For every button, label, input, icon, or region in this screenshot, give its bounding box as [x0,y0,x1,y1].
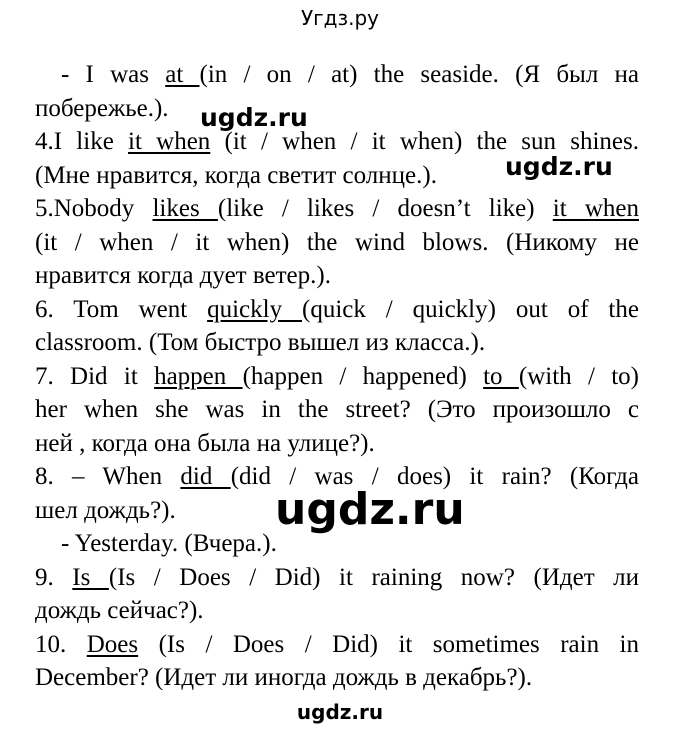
answer-line: classroom. (Том быстро вышел из класса.). [35,329,486,356]
answer-line: 7. Did it happen (happen / happened) to (with / to) [35,362,639,390]
answer-line: (Мне нравится, когда светит солнце.). [35,161,437,189]
answer-underlined: it when [552,195,639,222]
answer-line: her when she was in the street? (Это произошло с [35,396,639,423]
answer-line: дождь сейчас?). [35,597,204,624]
watermark: ugdz.ru [275,484,465,535]
answer-line: 10. Does (Is / Does / Did) it sometimes rain in [35,630,639,658]
answer-line: December? (Идет ли иногда дождь в декабрь?). [35,664,533,691]
answer-line: шел дождь?). [35,496,176,524]
answer-line: (it / when / it when) the wind blows. (Никому не [35,228,639,256]
answer-underlined: Is [72,563,109,591]
answer-line: - Yesterday. (Вчера.). [61,530,277,557]
answer-line: 9. Is (Is / Does / Did) it raining now? (Идет ли [35,563,640,591]
answer-line: побережье.). [35,94,169,122]
answer-underlined: Does [86,630,139,658]
answer-underlined: quickly [207,295,302,323]
answer-line: 6. Tom went quickly (quick / quickly) out of the [35,295,639,323]
watermark: ugdz.ru [200,103,308,132]
site-header: Угдз.ру [300,6,380,30]
answer-underlined: to [483,362,519,390]
answer-underlined: it when [128,128,211,155]
answer-line: нравится когда дует ветер.). [35,262,331,289]
answer-line: - I was at (in / on / at) the seaside. (Я был на [61,61,640,88]
answer-line: ней , когда она была на улице?). [35,429,375,457]
watermark: ugdz.ru [505,152,613,181]
answer-underlined: happen [154,362,243,390]
answer-underlined: likes [152,195,218,222]
answer-line: 5.Nobody likes (like / likes / doesn’t like) it when [35,195,639,222]
answer-line: 8. – When did (did / was / does) it rain? (Когда [35,463,639,490]
site-footer: ugdz.ru [296,700,384,724]
answer-line: 4.I like it when (it / when / it when) the sun shines. [35,128,639,155]
answer-underlined: at [165,61,200,88]
answer-underlined: did [180,463,231,490]
